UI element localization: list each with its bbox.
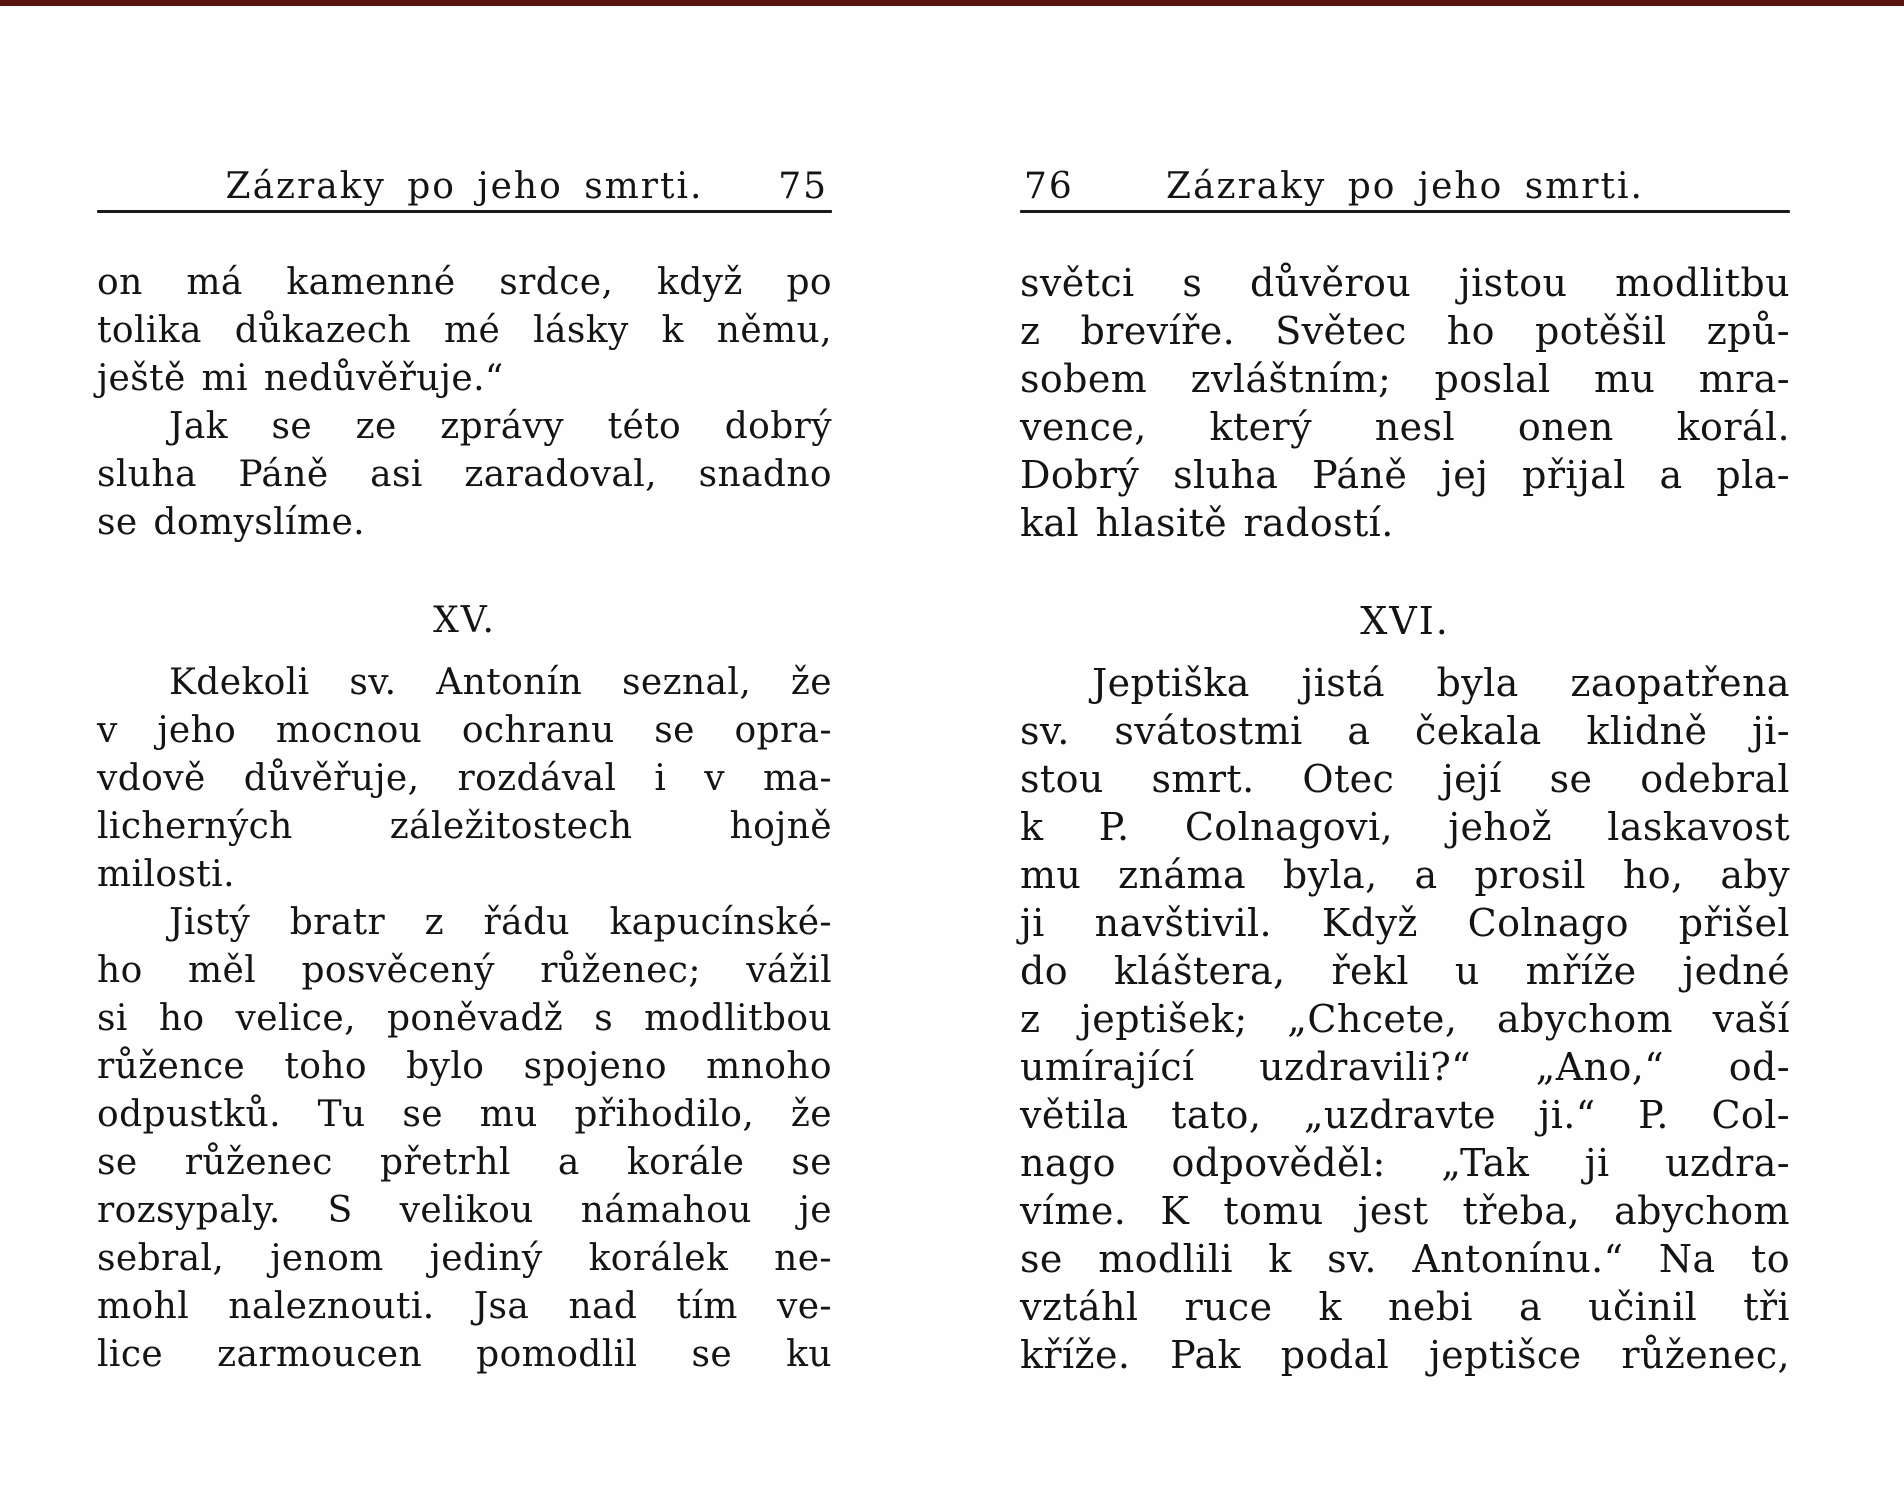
text-line: on má kamenné srdce, když po [97,262,832,303]
right-page-body [1020,259,1790,1379]
text-line: vence, který nesl onen korál. [1020,405,1790,449]
text-line: vdově důvěřuje, rozdával i v ma- [97,758,832,799]
section-heading: XVI. [1360,599,1450,643]
text-line: umírající uzdravili?“ „Ano,“ od- [1020,1045,1790,1089]
left-running-title: Zázraky po jeho smrti. [225,166,704,207]
scan-edge-strip [0,0,1904,6]
text-line: Jak se ze zprávy této dobrý [169,406,832,447]
text-line: kal hlasitě radostí. [1020,501,1394,545]
text-line: sebral, jenom jediný korálek ne- [97,1238,832,1279]
page-right [1020,160,1790,1379]
text-line: větila tato, „uzdravte ji.“ P. Col- [1020,1093,1790,1137]
text-line: tolika důkazech mé lásky k němu, [97,310,832,351]
text-line: v jeho mocnou ochranu se opra- [97,710,832,751]
right-running-title: Zázraky po jeho smrti. [1166,166,1644,207]
text-line: ho měl posvěcený růženec; vážil [97,950,832,991]
text-line: k P. Colnagovi, jehož laskavost [1020,805,1790,849]
text-line: rozsypaly. S velikou námahou je [97,1190,832,1231]
text-line: se domyslíme. [97,502,366,543]
text-line: sobem zvláštním; poslal mu mra- [1020,357,1790,401]
text-line: z jeptišek; „Chcete, abychom vaší [1020,997,1790,1041]
section-heading: XV. [433,600,496,641]
paragraph [97,403,832,547]
paragraph [1020,659,1790,1379]
text-line: víme. K tomu jest třeba, abychom [1020,1189,1790,1233]
text-line: vztáhl ruce k nebi a učinil tři [1020,1285,1790,1329]
text-line: milosti. [97,854,235,895]
text-line: Jeptiška jistá byla zaopatřena [1092,661,1790,705]
text-line: odpustků. Tu se mu přihodilo, že [97,1094,832,1135]
text-line: růžence toho bylo spojeno mnoho [97,1046,832,1087]
left-page-header [97,160,832,210]
text-line: sluha Páně asi zaradoval, snadno [97,454,832,495]
left-header-rule [97,210,832,213]
text-line: lice zarmoucen pomodlil se ku [97,1334,832,1375]
text-line: licherných záležitostech hojně [97,806,832,847]
text-line: ještě mi nedůvěřuje.“ [97,358,504,399]
paragraph [97,259,832,403]
text-line: mu známa byla, a prosil ho, aby [1020,853,1790,897]
text-line: stou smrt. Otec její se odebral [1020,757,1790,801]
text-line: sv. svátostmi a čekala klidně ji- [1020,709,1790,753]
paragraph [1020,259,1790,547]
paragraph [97,899,832,1379]
text-line: mohl naleznouti. Jsa nad tím ve- [97,1286,832,1327]
right-page-number: 76 [1024,166,1074,207]
text-line: světci s důvěrou jistou modlitbu [1020,261,1790,305]
paragraph [97,659,832,899]
text-line: se modlili k sv. Antonínu.“ Na to [1020,1237,1790,1281]
text-line: si ho velice, poněvadž s modlitbou [97,998,832,1039]
right-header-rule [1020,210,1790,213]
page-left [97,160,832,1379]
text-line: Jistý bratr z řádu kapucínské- [169,902,832,943]
left-page-number: 75 [778,166,828,207]
text-line: ji navštivil. Když Colnago přišel [1020,901,1790,945]
right-page-header [1020,160,1790,210]
text-line: se růženec přetrhl a korále se [97,1142,832,1183]
text-line: Dobrý sluha Páně jej přijal a pla- [1020,453,1790,497]
text-line: nago odpověděl: „Tak ji uzdra- [1020,1141,1790,1185]
text-line: do kláštera, řekl u mříže jedné [1020,949,1790,993]
text-line: Kdekoli sv. Antonín seznal, že [169,662,832,703]
text-line: kříže. Pak podal jeptišce růženec, [1020,1333,1790,1377]
text-line: z brevíře. Světec ho potěšil způ- [1020,309,1790,353]
left-page-body [97,259,832,1379]
